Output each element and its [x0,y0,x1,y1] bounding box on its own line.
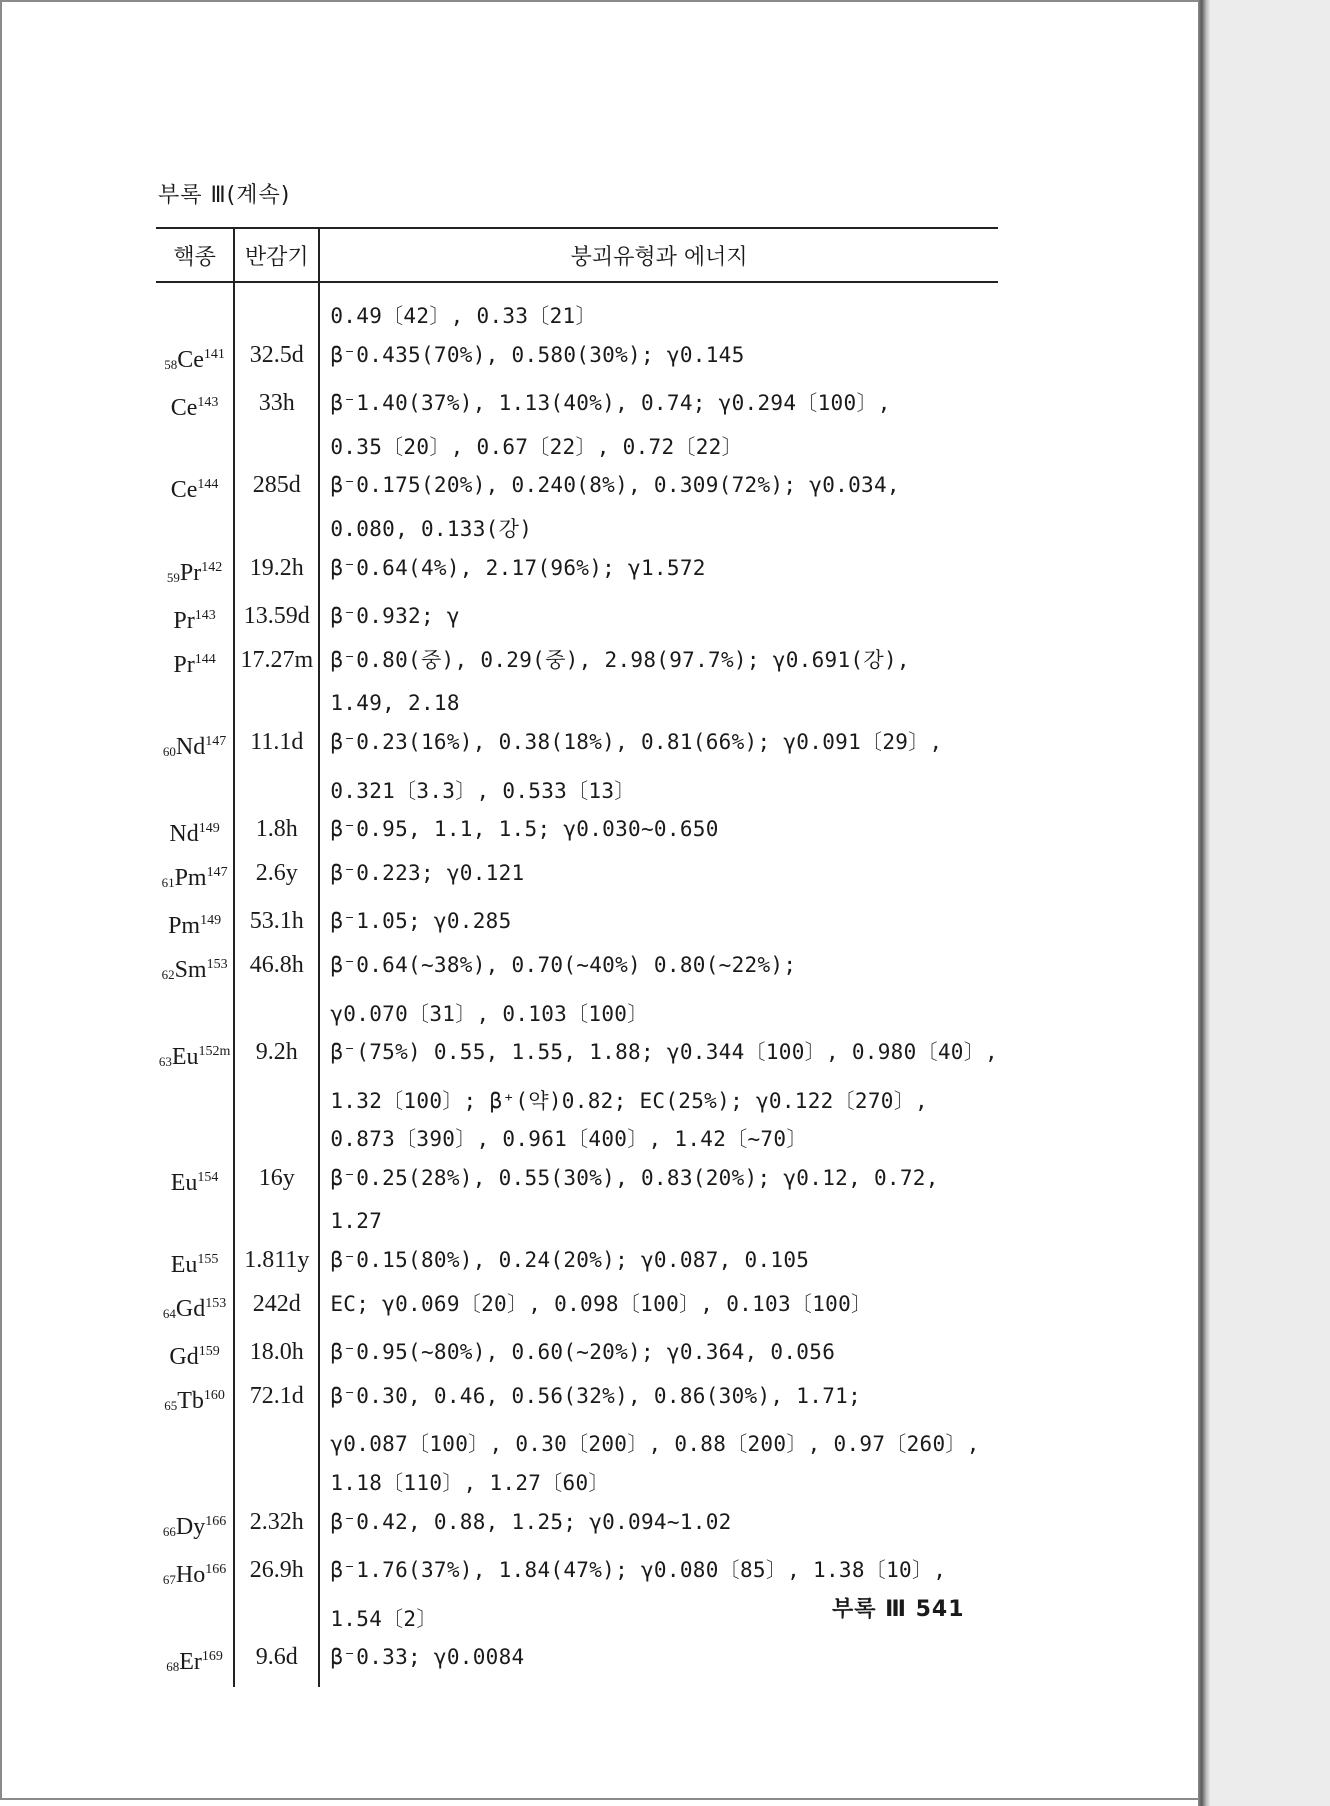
half-life-cell: 1.811y [234,1241,319,1285]
element-symbol: Nd [175,733,206,760]
nuclide-cell [156,772,234,811]
nuclide-cell [156,1159,234,1203]
nuclide-cell [156,1425,234,1464]
background-right [1210,0,1330,1806]
nuclide-cell [156,723,234,772]
table-row [156,946,998,995]
table-row [156,297,998,336]
nuclide-cell [156,946,234,995]
atomic-number: 63 [158,1054,172,1070]
nuclide-cell [156,510,234,549]
element-symbol: Ce [170,477,198,504]
element-symbol: Gd [169,1344,199,1371]
decay-energy-cell: β⁻0.95, 1.1, 1.5; γ0.030~0.650 [330,817,719,842]
decay-energy-cell: 1.32〔100〕; β⁺(약)0.82; EC(25%); γ0.122〔270〕, [330,1088,928,1113]
decay-energy-cell: β⁻0.33; γ0.0084 [330,1645,525,1670]
table-header-row [156,228,998,282]
table-row [156,1241,998,1285]
table-row [156,995,998,1034]
decay-energy-cell: β⁻0.25(28%), 0.55(30%), 0.83(20%); γ0.12, 0.72, [330,1165,939,1190]
half-life-cell: 32.5d [234,336,319,385]
table-row [156,428,998,467]
half-life-cell: 16y [234,1159,319,1203]
mass-number: 143 [197,395,219,411]
decay-energy-cell: 1.54〔2〕 [330,1606,438,1631]
mass-number: 155 [197,1252,219,1268]
decay-energy-cell: β⁻0.95(~80%), 0.60(~20%); γ0.364, 0.056 [330,1340,836,1365]
table-row [156,1120,998,1159]
table-row [156,1503,998,1552]
table-row [156,854,998,903]
mass-number: 169 [201,1649,223,1665]
decay-energy-cell: 0.080, 0.133(강) [330,516,533,541]
mass-number: 144 [197,477,219,493]
nuclide-cell [156,428,234,467]
table-body [156,282,998,1687]
nuclide-cell [156,995,234,1034]
decay-energy-cell: 0.321〔3.3〕, 0.533〔13〕 [330,778,636,803]
table-row [156,1377,998,1426]
nuclide-cell [156,597,234,641]
element-symbol: Ce [170,395,198,422]
element-symbol: Gd [175,1295,206,1322]
decay-energy-cell: β⁻0.932; γ [330,604,460,629]
atomic-number: 68 [166,1659,180,1675]
nuclide-cell [156,1241,234,1285]
table-row [156,684,998,723]
nuclide-cell [156,1464,234,1503]
half-life-cell: 53.1h [234,902,319,946]
nuclide-cell [156,1638,234,1687]
decay-energy-cell: β⁻0.64(~38%), 0.70(~40%) 0.80(~22%); [330,952,797,977]
half-life-cell [234,1425,319,1464]
nuclide-cell [156,384,234,428]
half-life-cell [234,995,319,1034]
decay-energy-cell: γ0.070〔31〕, 0.103〔100〕 [330,1001,649,1026]
half-life-cell: 285d [234,466,319,510]
nuclide-decay-table [156,227,998,1687]
nuclide-cell [156,641,234,685]
header-decay-energy: 붕괴유형과 에너지 [319,228,998,282]
atomic-number: 59 [166,569,180,585]
nuclide-cell [156,1033,234,1082]
atomic-number: 66 [162,1523,176,1539]
nuclide-cell [156,297,234,336]
half-life-cell [234,428,319,467]
nuclide-cell [156,1377,234,1426]
nuclide-cell [156,1285,234,1334]
mass-number: 149 [198,821,220,837]
decay-energy-cell: EC; γ0.069〔20〕, 0.098〔100〕, 0.103〔100〕 [330,1291,873,1316]
half-life-cell [234,1464,319,1503]
decay-energy-cell: 0.35〔20〕, 0.67〔22〕, 0.72〔22〕 [330,434,743,459]
decay-energy-cell: 0.873〔390〕, 0.961〔400〕, 1.42〔~70〕 [330,1127,808,1152]
mass-number: 153 [205,1295,227,1311]
nuclide-cell [156,810,234,854]
atomic-number: 60 [162,743,176,759]
half-life-cell: 19.2h [234,549,319,598]
header-half-life: 반감기 [234,228,319,282]
mass-number: 152m [198,1044,231,1060]
decay-energy-cell: β⁻0.64(4%), 2.17(96%); γ1.572 [330,555,706,580]
half-life-cell [234,297,319,336]
half-life-cell: 46.8h [234,946,319,995]
element-symbol: Er [179,1649,202,1676]
half-life-cell: 33h [234,384,319,428]
atomic-number: 62 [161,966,175,982]
decay-energy-cell: 1.27 [330,1209,383,1234]
decay-energy-cell: 1.49, 2.18 [330,691,460,716]
page-edge-shadow [1198,0,1210,1806]
decay-energy-cell: β⁻0.23(16%), 0.38(18%), 0.81(66%); γ0.091〔29〕, [330,729,943,754]
table-caption: 부록 Ⅲ(계속) [158,183,291,208]
nuclide-cell [156,1120,234,1159]
nuclide-cell [156,1551,234,1600]
element-symbol: Pr [173,651,195,678]
mass-number: 153 [206,956,228,972]
half-life-cell [234,1600,319,1639]
table-row [156,1333,998,1377]
mass-number: 141 [203,346,225,362]
half-life-cell: 18.0h [234,1333,319,1377]
table-row [156,641,998,685]
atomic-number: 65 [164,1397,178,1413]
decay-energy-cell: β⁻0.435(70%), 0.580(30%); γ0.145 [330,342,745,367]
table-row [156,723,998,772]
half-life-cell [234,1082,319,1121]
nuclide-cell [156,1202,234,1241]
nuclide-cell [156,1503,234,1552]
table-row [156,597,998,641]
table-row [156,810,998,854]
nuclide-cell [156,336,234,385]
element-symbol: Ce [177,346,204,373]
mass-number: 149 [200,913,222,929]
decay-energy-cell: β⁻1.76(37%), 1.84(47%); γ0.080〔85〕, 1.38〔10〕, [330,1558,947,1583]
atomic-number: 64 [162,1305,176,1321]
nuclide-cell [156,684,234,723]
half-life-cell: 1.8h [234,810,319,854]
table-row [156,1464,998,1503]
element-symbol: Pr [179,559,202,586]
half-life-cell: 2.6y [234,854,319,903]
nuclide-cell [156,854,234,903]
nuclide-cell [156,1082,234,1121]
element-symbol: Pm [168,913,201,940]
mass-number: 142 [201,559,223,575]
half-life-cell [234,510,319,549]
decay-energy-cell: β⁻0.175(20%), 0.240(8%), 0.309(72%); γ0.034, [330,473,900,498]
mass-number: 144 [194,651,216,667]
table-row [156,510,998,549]
nuclide-cell [156,466,234,510]
decay-energy-cell: 1.18〔110〕, 1.27〔60〕 [330,1471,610,1496]
decay-energy-cell: 0.49〔42〕, 0.33〔21〕 [330,304,597,328]
half-life-cell [234,684,319,723]
decay-energy-cell: β⁻0.223; γ0.121 [330,860,525,885]
table-row [156,384,998,428]
table-spacer-row [156,282,998,297]
half-life-cell: 17.27m [234,641,319,685]
table-row [156,466,998,510]
mass-number: 147 [205,733,227,749]
mass-number: 166 [205,1513,227,1529]
mass-number: 143 [194,608,216,624]
half-life-cell: 26.9h [234,1551,319,1600]
half-life-cell: 72.1d [234,1377,319,1426]
mass-number: 159 [198,1344,220,1360]
nuclide-cell [156,1333,234,1377]
mass-number: 160 [203,1387,225,1403]
decay-energy-cell: β⁻1.05; γ0.285 [330,909,512,934]
atomic-number: 67 [162,1572,176,1588]
element-symbol: Eu [170,1169,198,1196]
decay-energy-cell: β⁻1.40(37%), 1.13(40%), 0.74; γ0.294〔100〕, [330,391,891,416]
element-symbol: Pm [174,864,207,891]
decay-energy-cell: β⁻0.80(중), 0.29(중), 2.98(97.7%); γ0.691(강), [330,647,910,672]
decay-energy-cell: β⁻0.30, 0.46, 0.56(32%), 0.86(30%), 1.71; [330,1383,862,1408]
half-life-cell: 13.59d [234,597,319,641]
element-symbol: Eu [170,1252,198,1279]
half-life-cell: 11.1d [234,723,319,772]
table-row [156,1425,998,1464]
table-row [156,336,998,385]
half-life-cell [234,1202,319,1241]
decay-energy-cell: β⁻(75%) 0.55, 1.55, 1.88; γ0.344〔100〕, 0.980〔40〕, [330,1040,998,1065]
page-footer: 부록 Ⅲ 541 [832,1597,965,1622]
table-row [156,1033,998,1082]
element-symbol: Tb [177,1387,204,1414]
nuclide-cell [156,902,234,946]
table-row [156,1285,998,1334]
element-symbol: Sm [174,956,207,983]
table-row [156,549,998,598]
table-row [156,772,998,811]
atomic-number: 58 [164,356,178,372]
element-symbol: Nd [169,821,199,848]
element-symbol: Ho [175,1562,206,1589]
half-life-cell: 9.6d [234,1638,319,1687]
decay-energy-cell: β⁻0.42, 0.88, 1.25; γ0.094~1.02 [330,1509,732,1534]
half-life-cell [234,772,319,811]
table-row [156,1202,998,1241]
atomic-number: 61 [161,874,175,890]
element-symbol: Dy [175,1513,206,1540]
nuclide-cell [156,1600,234,1639]
decay-energy-cell: β⁻0.15(80%), 0.24(20%); γ0.087, 0.105 [330,1248,810,1273]
mass-number: 154 [197,1169,219,1185]
element-symbol: Eu [171,1044,199,1071]
table-row [156,902,998,946]
half-life-cell: 2.32h [234,1503,319,1552]
table-row [156,1082,998,1121]
header-nuclide: 핵종 [156,228,234,282]
nuclide-cell [156,549,234,598]
decay-energy-cell: γ0.087〔100〕, 0.30〔200〕, 0.88〔200〕, 0.97〔260〕, [330,1432,980,1457]
table-row [156,1638,998,1687]
half-life-cell [234,1120,319,1159]
mass-number: 166 [205,1562,227,1578]
element-symbol: Pr [173,608,195,635]
half-life-cell: 9.2h [234,1033,319,1082]
mass-number: 147 [206,864,228,880]
half-life-cell: 242d [234,1285,319,1334]
table-row [156,1159,998,1203]
